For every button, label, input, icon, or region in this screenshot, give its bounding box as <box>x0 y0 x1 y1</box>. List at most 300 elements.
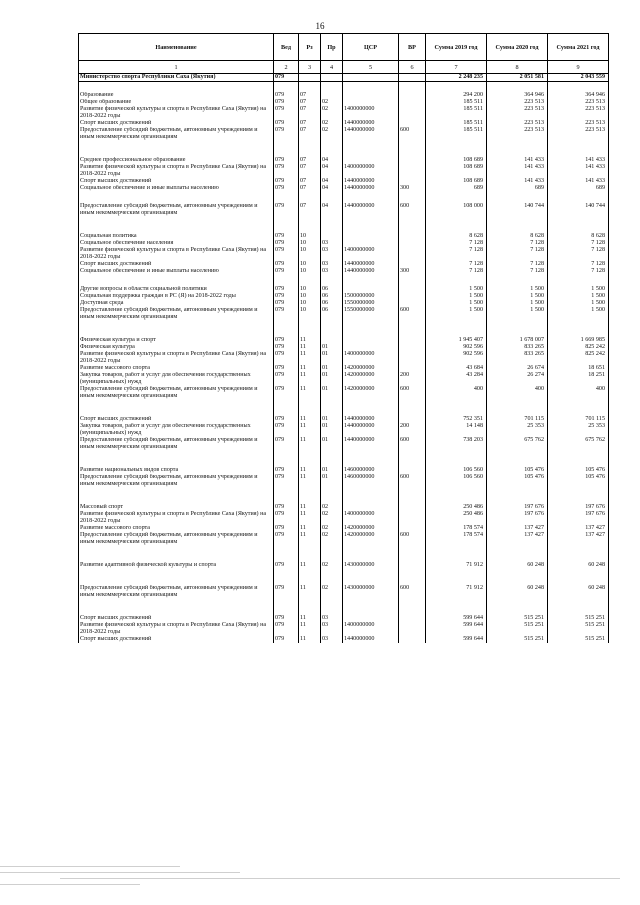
row-name: Образование <box>79 92 274 99</box>
spacer-cell <box>548 275 609 286</box>
spacer-cell <box>426 451 487 467</box>
row-vr: 600 <box>399 532 426 546</box>
row-rz: 11 <box>299 615 321 622</box>
table-row <box>79 344 609 351</box>
row-sum-2021: 141 433 <box>548 164 609 178</box>
table-row <box>79 351 609 365</box>
spacer-cell <box>79 141 274 157</box>
spacer-cell <box>299 82 321 93</box>
row-csr: 1420000000 <box>343 525 399 532</box>
row-name: Социальная поддержка граждан в РС (Я) на 2018-2022 годы <box>79 293 274 300</box>
row-rz: 11 <box>299 622 321 636</box>
row-sum-2021: 7 128 <box>548 240 609 247</box>
row-sum-2019: 902 596 <box>426 344 487 351</box>
row-name: Спорт высших достижений <box>79 178 274 185</box>
row-vr: 600 <box>399 585 426 599</box>
row-csr: 1460000000 <box>343 467 399 474</box>
spacer-cell <box>321 141 343 157</box>
spacer-cell <box>487 217 548 233</box>
row-name: Министерство спорта Республики Саха (Якутия) <box>79 74 274 82</box>
row-sum-2021: 2 043 559 <box>548 74 609 82</box>
row-sum-2020: 1 500 <box>487 300 548 307</box>
row-sum-2020: 141 433 <box>487 164 548 178</box>
row-pr: 04 <box>321 157 343 164</box>
spacer-cell <box>299 192 321 203</box>
row-name: Предоставление субсидий бюджетным, автономным учреждениям и иным некоммерческим организациям <box>79 474 274 488</box>
row-sum-2019: 185 511 <box>426 120 487 127</box>
row-name: Развитие физической культуры и спорта в Республике Саха (Якутия) на 2018-2022 годы <box>79 511 274 525</box>
table-row <box>79 585 609 599</box>
row-sum-2020: 7 128 <box>487 268 548 275</box>
row-ved: 079 <box>274 247 299 261</box>
row-sum-2021: 223 513 <box>548 99 609 106</box>
table-row <box>79 532 609 546</box>
spacer-cell <box>487 321 548 337</box>
row-pr: 04 <box>321 185 343 192</box>
row-name: Развитие массового спорта <box>79 365 274 372</box>
row-ved: 079 <box>274 636 299 643</box>
row-sum-2021: 7 128 <box>548 247 609 261</box>
column-number: 8 <box>487 61 548 74</box>
spacer-cell <box>79 488 274 504</box>
row-sum-2021: 701 115 <box>548 416 609 423</box>
row-name: Развитие физической культуры и спорта в Республике Саха (Якутия) на 2018-2022 годы <box>79 622 274 636</box>
spacer-cell <box>399 569 426 585</box>
row-rz: 10 <box>299 233 321 240</box>
spacer-cell <box>321 321 343 337</box>
row-vr <box>399 99 426 106</box>
row-vr <box>399 240 426 247</box>
table-row <box>79 525 609 532</box>
row-ved: 079 <box>274 261 299 268</box>
table-row <box>79 372 609 386</box>
table-body <box>79 74 609 644</box>
row-sum-2020: 7 128 <box>487 240 548 247</box>
spacer-cell <box>399 192 426 203</box>
table-row <box>79 416 609 423</box>
row-sum-2020: 2 051 581 <box>487 74 548 82</box>
row-pr: 01 <box>321 437 343 451</box>
row-sum-2021: 223 513 <box>548 106 609 120</box>
row-spacer <box>79 400 609 416</box>
row-sum-2021: 515 251 <box>548 622 609 636</box>
row-rz: 11 <box>299 525 321 532</box>
row-vr <box>399 562 426 569</box>
header-name: Наименование <box>79 34 274 61</box>
row-sum-2019: 185 511 <box>426 106 487 120</box>
spacer-cell <box>548 82 609 93</box>
table-row <box>79 467 609 474</box>
row-vr: 200 <box>399 372 426 386</box>
row-pr <box>321 74 343 82</box>
row-sum-2021: 18 251 <box>548 372 609 386</box>
row-pr: 01 <box>321 365 343 372</box>
row-sum-2020: 141 433 <box>487 178 548 185</box>
row-sum-2020: 701 115 <box>487 416 548 423</box>
spacer-cell <box>79 217 274 233</box>
table-row <box>79 247 609 261</box>
spacer-cell <box>426 569 487 585</box>
column-number: 5 <box>343 61 399 74</box>
row-pr: 02 <box>321 562 343 569</box>
header-ved: Вед <box>274 34 299 61</box>
row-vr <box>399 337 426 344</box>
spacer-cell <box>548 192 609 203</box>
header-sum-2021: Сумма 2021 год <box>548 34 609 61</box>
row-sum-2021: 60 248 <box>548 562 609 569</box>
row-name: Доступная среда <box>79 300 274 307</box>
row-vr <box>399 106 426 120</box>
table-row <box>79 504 609 511</box>
row-sum-2020: 1 500 <box>487 307 548 321</box>
spacer-cell <box>343 141 399 157</box>
row-sum-2020: 197 676 <box>487 504 548 511</box>
row-sum-2021: 137 427 <box>548 525 609 532</box>
spacer-cell <box>426 192 487 203</box>
row-vr: 600 <box>399 437 426 451</box>
row-ved: 079 <box>274 106 299 120</box>
row-ved: 079 <box>274 120 299 127</box>
row-ved: 079 <box>274 286 299 293</box>
row-csr: 1440000000 <box>343 437 399 451</box>
spacer-cell <box>321 400 343 416</box>
row-pr: 03 <box>321 622 343 636</box>
spacer-cell <box>299 488 321 504</box>
row-rz: 07 <box>299 127 321 141</box>
spacer-cell <box>321 546 343 562</box>
row-csr <box>343 157 399 164</box>
row-sum-2020: 7 128 <box>487 261 548 268</box>
row-pr: 06 <box>321 307 343 321</box>
row-vr <box>399 344 426 351</box>
row-sum-2019: 1 945 407 <box>426 337 487 344</box>
row-sum-2019: 250 486 <box>426 504 487 511</box>
row-ved: 079 <box>274 300 299 307</box>
row-vr <box>399 300 426 307</box>
row-sum-2019: 43 684 <box>426 365 487 372</box>
row-sum-2020: 364 946 <box>487 92 548 99</box>
row-sum-2020: 515 251 <box>487 615 548 622</box>
row-csr <box>343 337 399 344</box>
spacer-cell <box>399 451 426 467</box>
row-sum-2021: 825 242 <box>548 351 609 365</box>
spacer-cell <box>79 192 274 203</box>
row-sum-2021: 1 500 <box>548 300 609 307</box>
row-csr <box>343 240 399 247</box>
row-pr: 03 <box>321 636 343 643</box>
row-sum-2020: 26 674 <box>487 365 548 372</box>
row-sum-2020: 515 251 <box>487 622 548 636</box>
row-ved: 079 <box>274 74 299 82</box>
row-rz <box>299 74 321 82</box>
row-name: Физическая культура <box>79 344 274 351</box>
row-sum-2019: 902 596 <box>426 351 487 365</box>
table-row <box>79 178 609 185</box>
row-name: Социальное обеспечение и иные выплаты населению <box>79 185 274 192</box>
spacer-cell <box>426 321 487 337</box>
spacer-cell <box>343 400 399 416</box>
row-rz: 07 <box>299 99 321 106</box>
column-number: 2 <box>274 61 299 74</box>
row-ved: 079 <box>274 386 299 400</box>
table-row <box>79 293 609 300</box>
row-name: Развитие национальных видов спорта <box>79 467 274 474</box>
row-name: Предоставление субсидий бюджетным, автономным учреждениям и иным некоммерческим организациям <box>79 307 274 321</box>
row-sum-2019: 294 200 <box>426 92 487 99</box>
spacer-cell <box>299 451 321 467</box>
spacer-cell <box>343 488 399 504</box>
row-csr <box>343 74 399 82</box>
page-number: 16 <box>315 21 325 31</box>
spacer-cell <box>548 451 609 467</box>
row-name: Социальное обеспечение и иные выплаты населению <box>79 268 274 275</box>
row-sum-2020: 223 513 <box>487 127 548 141</box>
row-vr <box>399 504 426 511</box>
row-sum-2021: 223 513 <box>548 127 609 141</box>
row-sum-2019: 108 689 <box>426 157 487 164</box>
row-name: Закупка товаров, работ и услуг для обеспечения государственных (муниципальных) нужд <box>79 423 274 437</box>
row-rz: 11 <box>299 351 321 365</box>
row-sum-2019: 43 284 <box>426 372 487 386</box>
row-sum-2019: 689 <box>426 185 487 192</box>
spacer-cell <box>299 275 321 286</box>
row-sum-2020: 1 500 <box>487 286 548 293</box>
row-pr: 01 <box>321 372 343 386</box>
table-row <box>79 300 609 307</box>
row-csr: 1420000000 <box>343 372 399 386</box>
row-pr: 01 <box>321 351 343 365</box>
row-csr: 1400000000 <box>343 164 399 178</box>
row-sum-2019: 178 574 <box>426 525 487 532</box>
spacer-cell <box>321 599 343 615</box>
spacer-cell <box>274 321 299 337</box>
row-ved: 079 <box>274 365 299 372</box>
row-csr: 1460000000 <box>343 474 399 488</box>
row-ved: 079 <box>274 178 299 185</box>
table-row <box>79 74 609 82</box>
spacer-cell <box>343 321 399 337</box>
row-name: Предоставление субсидий бюджетным, автономным учреждениям и иным некоммерческим организациям <box>79 127 274 141</box>
spacer-cell <box>274 599 299 615</box>
row-pr: 02 <box>321 120 343 127</box>
row-vr <box>399 351 426 365</box>
row-vr <box>399 622 426 636</box>
spacer-cell <box>548 569 609 585</box>
row-csr: 1500000000 <box>343 293 399 300</box>
row-rz: 11 <box>299 511 321 525</box>
row-sum-2019: 1 500 <box>426 307 487 321</box>
row-rz: 07 <box>299 120 321 127</box>
spacer-cell <box>426 141 487 157</box>
row-sum-2019: 1 500 <box>426 293 487 300</box>
row-sum-2020: 400 <box>487 386 548 400</box>
header-csr: ЦСР <box>343 34 399 61</box>
row-name: Предоставление субсидий бюджетным, автономным учреждениям и иным некоммерческим организациям <box>79 437 274 451</box>
row-ved: 079 <box>274 423 299 437</box>
row-sum-2020: 7 128 <box>487 247 548 261</box>
column-number: 4 <box>321 61 343 74</box>
row-csr <box>343 92 399 99</box>
row-spacer <box>79 217 609 233</box>
row-ved: 079 <box>274 268 299 275</box>
row-pr: 02 <box>321 504 343 511</box>
row-name: Массовый спорт <box>79 504 274 511</box>
spacer-cell <box>487 599 548 615</box>
row-rz: 11 <box>299 344 321 351</box>
spacer-cell <box>399 82 426 93</box>
row-sum-2020: 833 265 <box>487 344 548 351</box>
header-pr: Пр <box>321 34 343 61</box>
row-ved: 079 <box>274 562 299 569</box>
table-row <box>79 240 609 247</box>
row-ved: 079 <box>274 233 299 240</box>
row-name: Социальная политика <box>79 233 274 240</box>
row-sum-2020: 26 274 <box>487 372 548 386</box>
spacer-cell <box>343 451 399 467</box>
row-pr: 01 <box>321 423 343 437</box>
row-vr <box>399 164 426 178</box>
table-row <box>79 511 609 525</box>
spacer-cell <box>274 82 299 93</box>
row-sum-2019: 1 500 <box>426 300 487 307</box>
row-pr: 01 <box>321 474 343 488</box>
spacer-cell <box>299 569 321 585</box>
row-sum-2021: 1 500 <box>548 293 609 300</box>
row-csr: 1400000000 <box>343 511 399 525</box>
row-sum-2020: 8 628 <box>487 233 548 240</box>
row-sum-2021: 141 433 <box>548 178 609 185</box>
row-sum-2020: 60 248 <box>487 562 548 569</box>
row-rz: 11 <box>299 437 321 451</box>
table-row <box>79 106 609 120</box>
row-sum-2020: 223 513 <box>487 99 548 106</box>
spacer-cell <box>399 275 426 286</box>
spacer-cell <box>548 599 609 615</box>
row-sum-2020: 137 427 <box>487 532 548 546</box>
row-sum-2019: 108 689 <box>426 178 487 185</box>
row-sum-2021: 7 128 <box>548 261 609 268</box>
spacer-cell <box>487 569 548 585</box>
row-ved: 079 <box>274 203 299 217</box>
row-sum-2021: 141 433 <box>548 157 609 164</box>
row-pr: 06 <box>321 293 343 300</box>
row-sum-2019: 599 644 <box>426 636 487 643</box>
row-csr: 1440000000 <box>343 423 399 437</box>
row-rz: 10 <box>299 247 321 261</box>
row-csr: 1400000000 <box>343 351 399 365</box>
spacer-cell <box>548 400 609 416</box>
table-row <box>79 203 609 217</box>
row-ved: 079 <box>274 416 299 423</box>
row-vr: 600 <box>399 386 426 400</box>
row-csr: 1400000000 <box>343 247 399 261</box>
row-csr: 1440000000 <box>343 178 399 185</box>
row-vr: 300 <box>399 268 426 275</box>
row-pr: 01 <box>321 467 343 474</box>
row-rz: 11 <box>299 416 321 423</box>
row-csr: 1440000000 <box>343 416 399 423</box>
row-sum-2021: 223 513 <box>548 120 609 127</box>
spacer-cell <box>321 82 343 93</box>
row-sum-2020: 833 265 <box>487 351 548 365</box>
row-csr: 1550000000 <box>343 300 399 307</box>
spacer-cell <box>274 546 299 562</box>
spacer-cell <box>399 321 426 337</box>
spacer-cell <box>274 488 299 504</box>
row-sum-2021: 515 251 <box>548 615 609 622</box>
row-name: Развитие массового спорта <box>79 525 274 532</box>
header-vr: ВР <box>399 34 426 61</box>
row-ved: 079 <box>274 511 299 525</box>
spacer-cell <box>299 546 321 562</box>
row-sum-2019: 108 689 <box>426 164 487 178</box>
row-csr <box>343 615 399 622</box>
spacer-cell <box>487 451 548 467</box>
row-ved: 079 <box>274 92 299 99</box>
row-vr: 600 <box>399 203 426 217</box>
row-sum-2021: 105 476 <box>548 474 609 488</box>
row-pr <box>321 337 343 344</box>
table-row <box>79 365 609 372</box>
spacer-cell <box>487 192 548 203</box>
row-pr: 01 <box>321 386 343 400</box>
table-row <box>79 307 609 321</box>
header-sum-2020: Сумма 2020 год <box>487 34 548 61</box>
column-number: 1 <box>79 61 274 74</box>
row-pr <box>321 92 343 99</box>
row-rz: 10 <box>299 286 321 293</box>
spacer-cell <box>299 599 321 615</box>
row-sum-2021: 105 476 <box>548 467 609 474</box>
row-pr: 03 <box>321 247 343 261</box>
spacer-cell <box>487 275 548 286</box>
row-rz: 10 <box>299 268 321 275</box>
column-number: 6 <box>399 61 426 74</box>
spacer-cell <box>343 599 399 615</box>
table-row <box>79 562 609 569</box>
row-name: Развитие физической культуры и спорта в Республике Саха (Якутия) на 2018-2022 годы <box>79 164 274 178</box>
row-csr <box>343 286 399 293</box>
spacer-cell <box>399 599 426 615</box>
row-rz: 07 <box>299 178 321 185</box>
table-row <box>79 127 609 141</box>
row-vr: 300 <box>399 185 426 192</box>
row-rz: 07 <box>299 164 321 178</box>
header-rz: Рз <box>299 34 321 61</box>
spacer-cell <box>399 400 426 416</box>
row-ved: 079 <box>274 164 299 178</box>
header-sum-2019: Сумма 2019 год <box>426 34 487 61</box>
spacer-cell <box>399 546 426 562</box>
row-rz: 10 <box>299 261 321 268</box>
row-sum-2021: 8 628 <box>548 233 609 240</box>
row-sum-2019: 71 912 <box>426 585 487 599</box>
row-csr: 1420000000 <box>343 365 399 372</box>
row-sum-2019: 599 644 <box>426 615 487 622</box>
row-name: Физическая культура и спорт <box>79 337 274 344</box>
row-sum-2019: 185 511 <box>426 127 487 141</box>
spacer-cell <box>274 451 299 467</box>
row-sum-2019: 7 128 <box>426 261 487 268</box>
spacer-cell <box>343 275 399 286</box>
spacer-cell <box>274 217 299 233</box>
row-rz: 07 <box>299 106 321 120</box>
row-name: Предоставление субсидий бюджетным, автономным учреждениям и иным некоммерческим организациям <box>79 203 274 217</box>
row-sum-2020: 223 513 <box>487 106 548 120</box>
row-sum-2019: 400 <box>426 386 487 400</box>
row-sum-2019: 752 351 <box>426 416 487 423</box>
spacer-cell <box>487 488 548 504</box>
